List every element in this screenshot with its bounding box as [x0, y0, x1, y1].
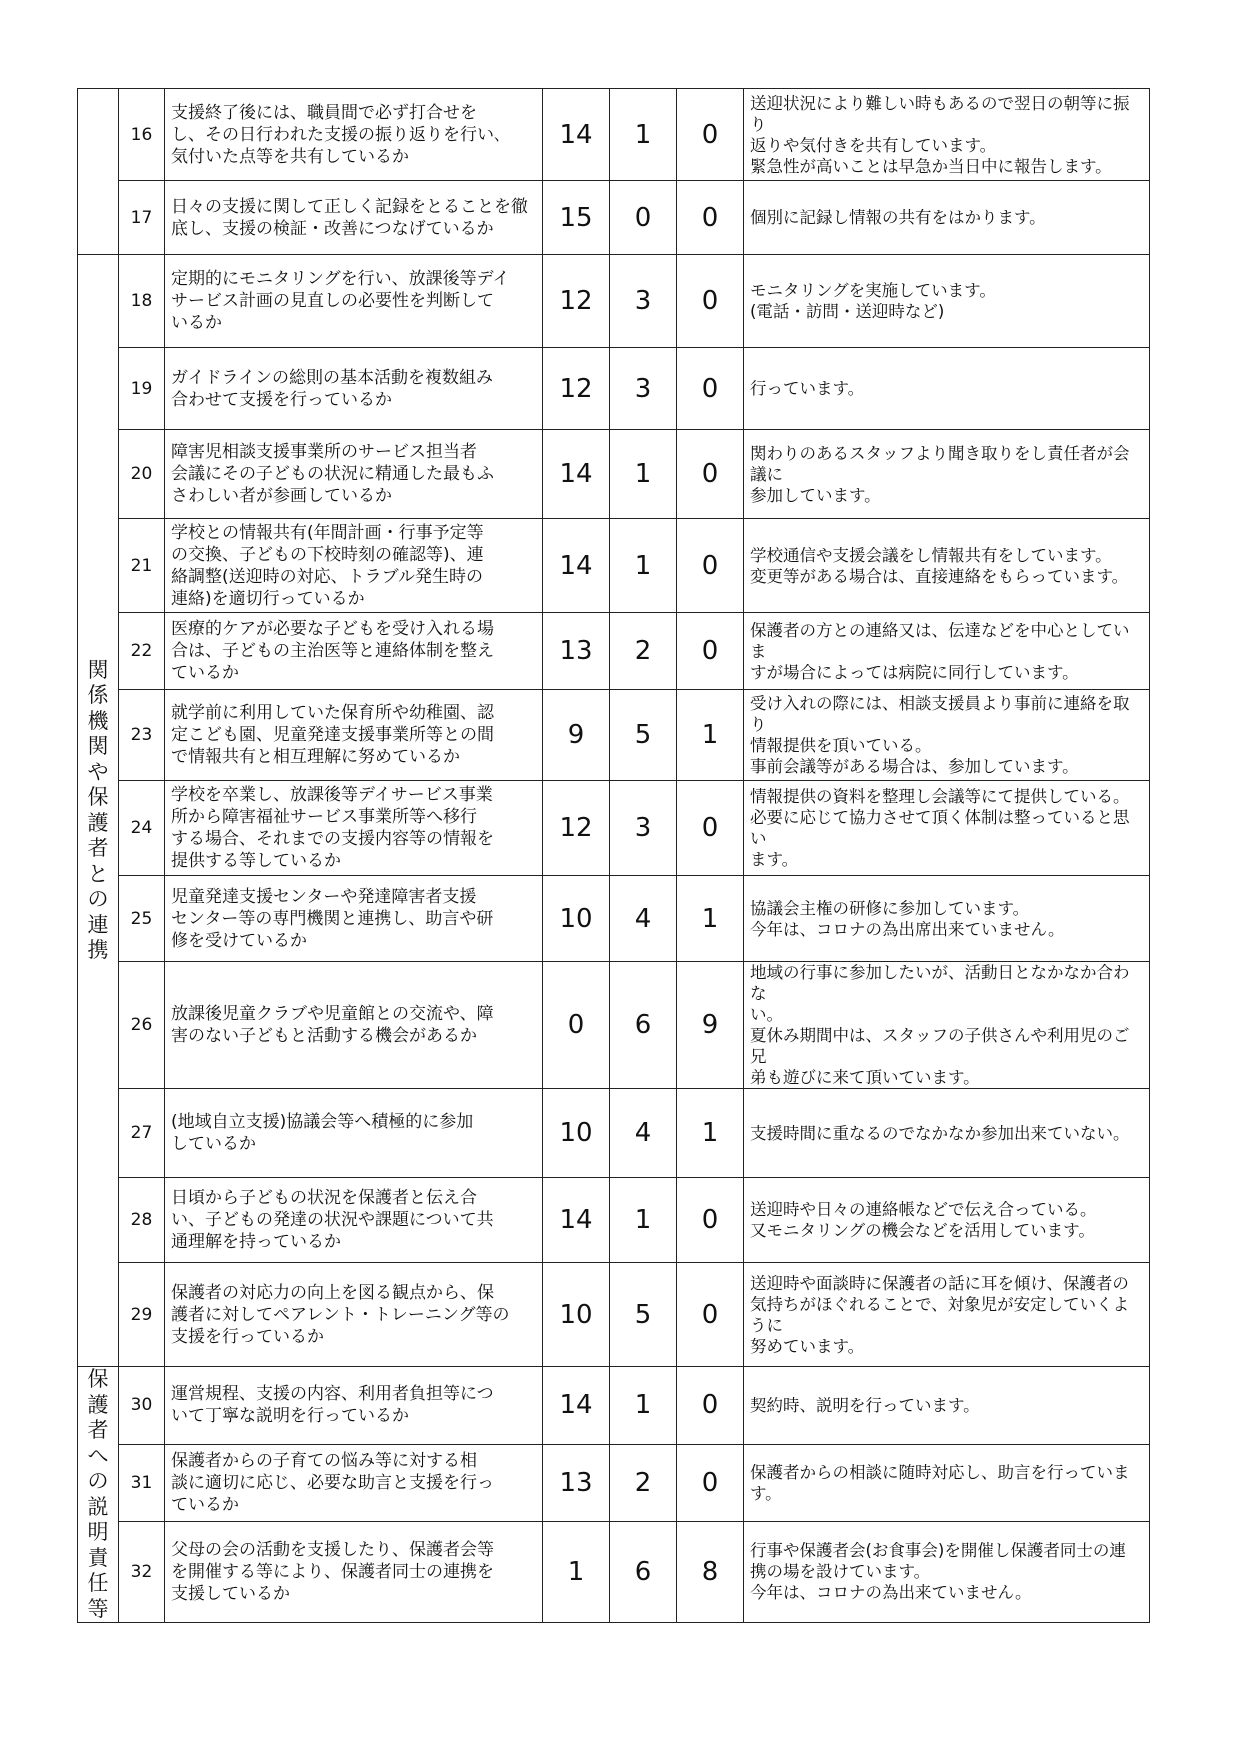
table-row	[78, 255, 1150, 348]
comment-text: 行っています。	[750, 379, 865, 398]
yes-count-cell: 13	[543, 613, 610, 690]
comment-text: 送迎時や日々の連絡帳などで伝え合っている。 又モニタリングの機会などを活用しています。	[750, 1200, 1097, 1240]
comment-cell	[744, 1444, 1150, 1521]
neutral-count-cell: 4	[610, 876, 677, 962]
question-cell	[165, 962, 543, 1089]
table-row	[78, 1521, 1150, 1622]
question-cell	[165, 876, 543, 962]
table-row	[78, 1444, 1150, 1521]
table-row	[78, 876, 1150, 962]
question-text: 定期的にモニタリングを行い、放課後等デイ サービス計画の見直しの必要性を判断して いるか	[171, 269, 510, 333]
question-text: 障害児相談支援事業所のサービス担当者 会議にその子どもの状況に精通した最もふ さわしい者が参画しているか	[171, 442, 494, 506]
row-number-cell: 24	[119, 781, 165, 876]
no-count-cell: 0	[677, 255, 744, 348]
row-number-cell: 32	[119, 1521, 165, 1622]
row-number-cell: 25	[119, 876, 165, 962]
neutral-count-cell: 3	[610, 781, 677, 876]
comment-text: 地域の行事に参加したいが、活動日となかなか合わな い。 夏休み期間中は、スタッフの子供さんや利用児のご兄 弟も遊びに来て頂いています。	[750, 963, 1130, 1087]
comment-text: 支援時間に重なるのでなかなか参加出来ていない。	[750, 1123, 1130, 1143]
comment-cell	[744, 690, 1150, 781]
row-number-cell: 20	[119, 430, 165, 519]
neutral-count-cell: 3	[610, 255, 677, 348]
row-number-cell: 26	[119, 962, 165, 1089]
comment-text: 個別に記録し情報の共有をはかります。	[750, 208, 1046, 227]
question-cell	[165, 255, 543, 348]
yes-count-cell: 14	[543, 1367, 610, 1445]
comment-cell	[744, 1367, 1150, 1445]
comment-text: 学校通信や支援会議をし情報共有をしています。 変更等がある場合は、直接連絡をもらっています。	[750, 545, 1129, 586]
question-text: 医療的ケアが必要な子どもを受け入れる場 合は、子どもの主治医等と連絡体制を整え ているか	[171, 619, 494, 683]
question-text: 父母の会の活動を支援したり、保護者会等 を開催する等により、保護者同士の連携を 支援しているか	[171, 1539, 494, 1604]
comment-cell	[744, 1178, 1150, 1263]
table-row	[78, 430, 1150, 519]
yes-count-cell: 12	[543, 348, 610, 430]
no-count-cell: 0	[677, 781, 744, 876]
neutral-count-cell: 4	[610, 1089, 677, 1178]
question-text: 保護者の対応力の向上を図る観点から、保 護者に対してペアレント・トレーニング等の 支援を行っているか	[171, 1282, 510, 1347]
neutral-count-cell: 1	[610, 1367, 677, 1445]
neutral-count-cell: 3	[610, 348, 677, 430]
comment-text: 保護者からの相談に随時対応し、助言を行っていま す。	[750, 1462, 1130, 1503]
neutral-count-cell: 1	[610, 519, 677, 613]
category-label: 関係機関や保護者との連携	[87, 657, 109, 962]
comment-text: 協議会主権の研修に参加しています。 今年は、コロナの為出席出来ていません。	[750, 898, 1065, 939]
comment-cell	[744, 781, 1150, 876]
comment-cell	[744, 255, 1150, 348]
yes-count-cell: 12	[543, 781, 610, 876]
neutral-count-cell: 1	[610, 430, 677, 519]
comment-text: 受け入れの際には、相談支援員より事前に連絡を取り 情報提供を頂いている。 事前会議等がある場合は、参加しています。	[750, 694, 1130, 776]
question-text: ガイドラインの総則の基本活動を複数組み 合わせて支援を行っているか	[171, 367, 493, 410]
table-row	[78, 519, 1150, 613]
comment-text: 保護者の方との連絡又は、伝達などを中心としていま すが場合によっては病院に同行しています。	[750, 620, 1130, 682]
no-count-cell: 0	[677, 1263, 744, 1367]
question-cell	[165, 348, 543, 430]
table-row	[78, 89, 1150, 181]
question-text: 就学前に利用していた保育所や幼稚園、認 定こども園、児童発達支援事業所等との間 で情報共有と相互理解に努めているか	[171, 703, 494, 767]
yes-count-cell: 0	[543, 962, 610, 1089]
row-number-cell: 19	[119, 348, 165, 430]
comment-cell	[744, 519, 1150, 613]
question-text: 学校を卒業し、放課後等デイサービス事業 所から障害福祉サービス事業所等へ移行 する場合、それまでの支援内容等の情報を 提供する等しているか	[171, 785, 494, 871]
yes-count-cell: 14	[543, 89, 610, 181]
neutral-count-cell: 6	[610, 1521, 677, 1622]
question-cell	[165, 1367, 543, 1445]
yes-count-cell: 10	[543, 876, 610, 962]
category-cell	[78, 1367, 119, 1623]
neutral-count-cell: 6	[610, 962, 677, 1089]
comment-cell	[744, 1089, 1150, 1178]
row-number-cell: 22	[119, 613, 165, 690]
row-number-cell: 16	[119, 89, 165, 181]
row-number-cell: 23	[119, 690, 165, 781]
yes-count-cell: 13	[543, 1444, 610, 1521]
table-row	[78, 181, 1150, 255]
comment-text: 送迎時や面談時に保護者の話に耳を傾け、保護者の 気持ちがほぐれることで、対象児が安定していくように 努めています。	[750, 1273, 1130, 1356]
question-cell	[165, 1444, 543, 1521]
yes-count-cell: 10	[543, 1089, 610, 1178]
question-cell	[165, 1521, 543, 1622]
table-row	[78, 1089, 1150, 1178]
question-text: (地域自立支援)協議会等へ積極的に参加 しているか	[171, 1112, 474, 1154]
yes-count-cell: 9	[543, 690, 610, 781]
no-count-cell: 8	[677, 1521, 744, 1622]
question-text: 放課後児童クラブや児童館との交流や、障 害のない子どもと活動する機会があるか	[171, 1004, 494, 1046]
neutral-count-cell: 0	[610, 181, 677, 255]
no-count-cell: 0	[677, 89, 744, 181]
question-text: 運営規程、支援の内容、利用者負担等につ いて丁寧な説明を行っているか	[171, 1384, 494, 1427]
row-number-cell: 28	[119, 1178, 165, 1263]
category-cell	[78, 89, 119, 255]
no-count-cell: 1	[677, 876, 744, 962]
table-row	[78, 962, 1150, 1089]
no-count-cell: 0	[677, 348, 744, 430]
question-text: 支援終了後には、職員間で必ず打合せを し、その日行われた支援の振り返りを行い､ 気付いた点等を共有しているか	[171, 102, 503, 167]
no-count-cell: 0	[677, 181, 744, 255]
yes-count-cell: 14	[543, 519, 610, 613]
comment-cell	[744, 876, 1150, 962]
category-label: 保護者への説明責任等	[87, 1367, 109, 1621]
row-number-cell: 17	[119, 181, 165, 255]
question-cell	[165, 89, 543, 181]
no-count-cell: 0	[677, 519, 744, 613]
question-cell	[165, 1178, 543, 1263]
question-cell	[165, 181, 543, 255]
question-cell	[165, 1089, 543, 1178]
table-row	[78, 348, 1150, 430]
question-cell	[165, 690, 543, 781]
evaluation-table	[77, 88, 1150, 1623]
yes-count-cell: 15	[543, 181, 610, 255]
category-cell	[78, 255, 119, 1367]
table-row	[78, 1178, 1150, 1263]
no-count-cell: 0	[677, 1367, 744, 1445]
table-row	[78, 781, 1150, 876]
yes-count-cell: 14	[543, 1178, 610, 1263]
question-cell	[165, 519, 543, 613]
row-number-cell: 31	[119, 1444, 165, 1521]
question-text: 児童発達支援センターや発達障害者支援 センター等の専門機関と連携し、助言や研 修を受けているか	[171, 886, 494, 951]
comment-text: 関わりのあるスタッフより聞き取りをし責任者が会議に 参加しています。	[750, 443, 1130, 505]
table-row	[78, 613, 1150, 690]
question-text: 日々の支援に関して正しく記録をとることを徹底し、支援の検証・改善につなげているか	[171, 196, 528, 239]
question-cell	[165, 613, 543, 690]
neutral-count-cell: 1	[610, 89, 677, 181]
comment-cell	[744, 613, 1150, 690]
question-cell	[165, 781, 543, 876]
question-cell	[165, 430, 543, 519]
question-text: 保護者からの子育ての悩み等に対する相 談に適切に応じ、必要な助言と支援を行っ ているか	[171, 1450, 494, 1515]
comment-cell	[744, 430, 1150, 519]
neutral-count-cell: 5	[610, 1263, 677, 1367]
row-number-cell: 21	[119, 519, 165, 613]
no-count-cell: 0	[677, 613, 744, 690]
neutral-count-cell: 1	[610, 1178, 677, 1263]
comment-cell	[744, 1263, 1150, 1367]
neutral-count-cell: 2	[610, 1444, 677, 1521]
row-number-cell: 27	[119, 1089, 165, 1178]
comment-text: 情報提供の資料を整理し会議等にて提供している。 必要に応じて協力させて頂く体制は整っていると思い ます。	[750, 787, 1130, 869]
comment-cell	[744, 89, 1150, 181]
no-count-cell: 0	[677, 1444, 744, 1521]
yes-count-cell: 14	[543, 430, 610, 519]
table-row	[78, 690, 1150, 781]
comment-text: 行事や保護者会(お食事会)を開催し保護者同士の連 携の場を設けています。 今年は、コロナの為出来ていません。	[750, 1541, 1126, 1603]
question-text: 学校との情報共有(年間計画・行事予定等 の交換、子どもの下校時刻の確認等)、連 絡調整(送迎時の対応、トラブル発生時の 連絡)を適切行っているか	[171, 522, 484, 609]
yes-count-cell: 12	[543, 255, 610, 348]
no-count-cell: 9	[677, 962, 744, 1089]
no-count-cell: 1	[677, 690, 744, 781]
row-number-cell: 29	[119, 1263, 165, 1367]
comment-cell	[744, 1521, 1150, 1622]
no-count-cell: 1	[677, 1089, 744, 1178]
neutral-count-cell: 2	[610, 613, 677, 690]
comment-text: 契約時、説明を行っています。	[750, 1395, 980, 1415]
question-text: 日頃から子どもの状況を保護者と伝え合 い、子どもの発達の状況や課題について共 通理解を持っているか	[171, 1188, 494, 1252]
question-cell	[165, 1263, 543, 1367]
row-number-cell: 30	[119, 1367, 165, 1445]
comment-text: モニタリングを実施しています。 (電話・訪問・送迎時など)	[750, 281, 996, 321]
table-row	[78, 1367, 1150, 1445]
comment-cell	[744, 962, 1150, 1089]
no-count-cell: 0	[677, 1178, 744, 1263]
comment-cell	[744, 348, 1150, 430]
comment-cell	[744, 181, 1150, 255]
neutral-count-cell: 5	[610, 690, 677, 781]
no-count-cell: 0	[677, 430, 744, 519]
yes-count-cell: 1	[543, 1521, 610, 1622]
comment-text: 送迎状況により難しい時もあるので翌日の朝等に振り 返りや気付きを共有しています。 緊急性が高いことは早急か当日中に報告します。	[750, 93, 1130, 176]
row-number-cell: 18	[119, 255, 165, 348]
table-row	[78, 1263, 1150, 1367]
evaluation-table-body	[78, 89, 1150, 1623]
yes-count-cell: 10	[543, 1263, 610, 1367]
